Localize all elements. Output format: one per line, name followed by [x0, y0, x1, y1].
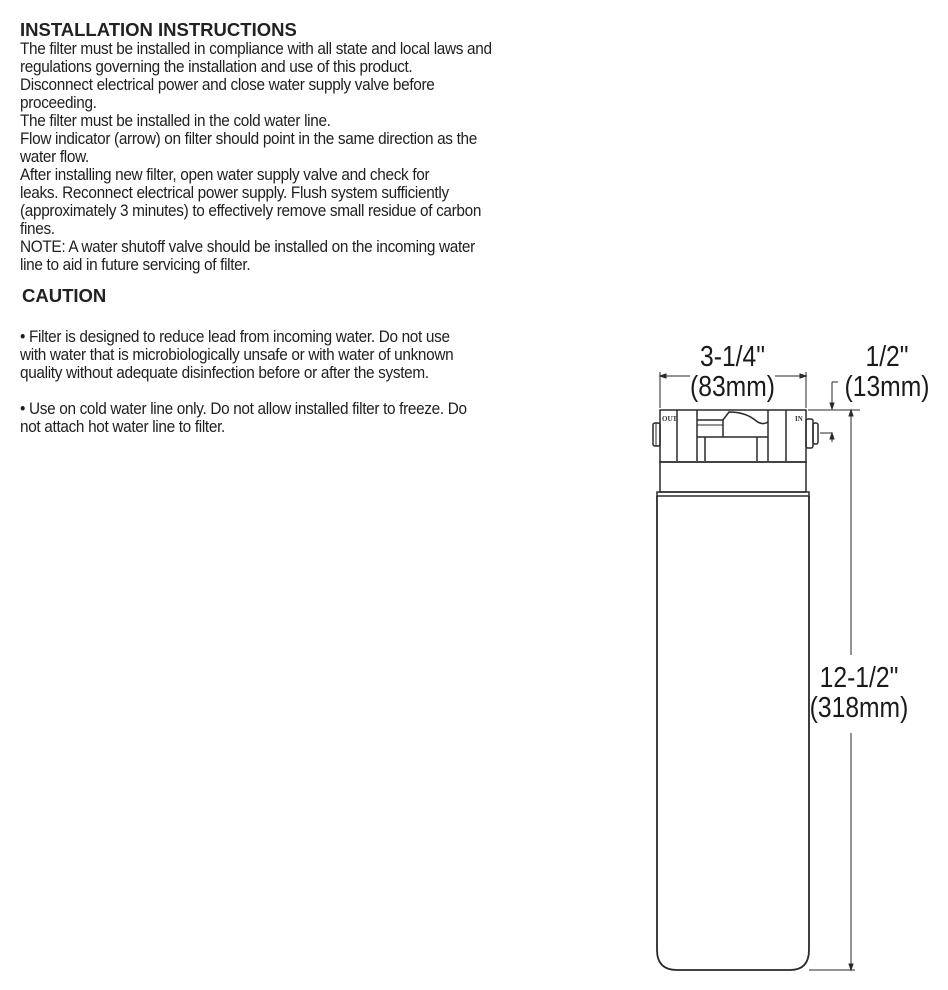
caution-line: • Filter is designed to reduce lead from incoming water. Do not use — [20, 328, 450, 346]
installation-paragraph — [20, 40, 559, 274]
width-imperial: 3-1/4" — [700, 341, 765, 373]
height-metric: (318mm) — [809, 692, 909, 724]
caution-bullet-lead — [20, 328, 559, 382]
caution-line: not attach hot water line to filter. — [20, 418, 225, 436]
instructions-text — [20, 20, 600, 436]
installation-line: NOTE: A water shutoff valve should be installed on the incoming water — [20, 238, 475, 256]
inlet-label: IN — [795, 415, 803, 423]
caution-line: quality without adequate disinfection before or after the system. — [20, 364, 429, 382]
caution-bullet-cold-water — [20, 400, 559, 436]
installation-line: The filter must be installed in compliance with all state and local laws and — [20, 40, 492, 58]
offset-metric: (13mm) — [844, 371, 930, 403]
outlet-label: OUT — [662, 415, 678, 423]
installation-line: fines. — [20, 220, 55, 238]
filter-ring — [657, 492, 809, 496]
filter-collar — [660, 462, 806, 492]
installation-line: water flow. — [20, 148, 89, 166]
filter-head — [660, 410, 806, 462]
width-dimension-label — [671, 342, 794, 402]
filter-outline — [653, 410, 818, 970]
installation-heading: INSTALLATION INSTRUCTIONS — [20, 19, 297, 40]
installation-line: regulations governing the installation and use of this product. — [20, 58, 413, 76]
height-dimension-label — [809, 663, 909, 723]
offset-imperial: 1/2" — [865, 341, 909, 373]
caution-line: with water that is microbiologically unsafe or with water of unknown — [20, 346, 454, 364]
installation-line: Flow indicator (arrow) on filter should point in the same direction as the — [20, 130, 477, 148]
installation-line: After installing new filter, open water supply valve and check for — [20, 166, 430, 184]
offset-dimension-label — [840, 342, 934, 402]
installation-line: (approximately 3 minutes) to effectively remove small residue of carbon — [20, 202, 482, 220]
caution-heading: CAUTION — [22, 285, 107, 306]
installation-line: The filter must be installed in the cold water line. — [20, 112, 331, 130]
installation-line: proceeding. — [20, 94, 97, 112]
installation-line: line to aid in future servicing of filter. — [20, 256, 251, 274]
outlet-fitting — [653, 423, 660, 446]
height-imperial: 12-1/2" — [819, 662, 899, 694]
caution-line: • Use on cold water line only. Do not allow installed filter to freeze. Do — [20, 400, 467, 418]
filter-cartridge — [657, 496, 809, 970]
installation-line: leaks. Reconnect electrical power supply. Flush system sufficiently — [20, 184, 449, 202]
width-metric: (83mm) — [690, 371, 775, 403]
inlet-fitting — [806, 419, 813, 448]
installation-line: Disconnect electrical power and close water supply valve before — [20, 76, 435, 94]
